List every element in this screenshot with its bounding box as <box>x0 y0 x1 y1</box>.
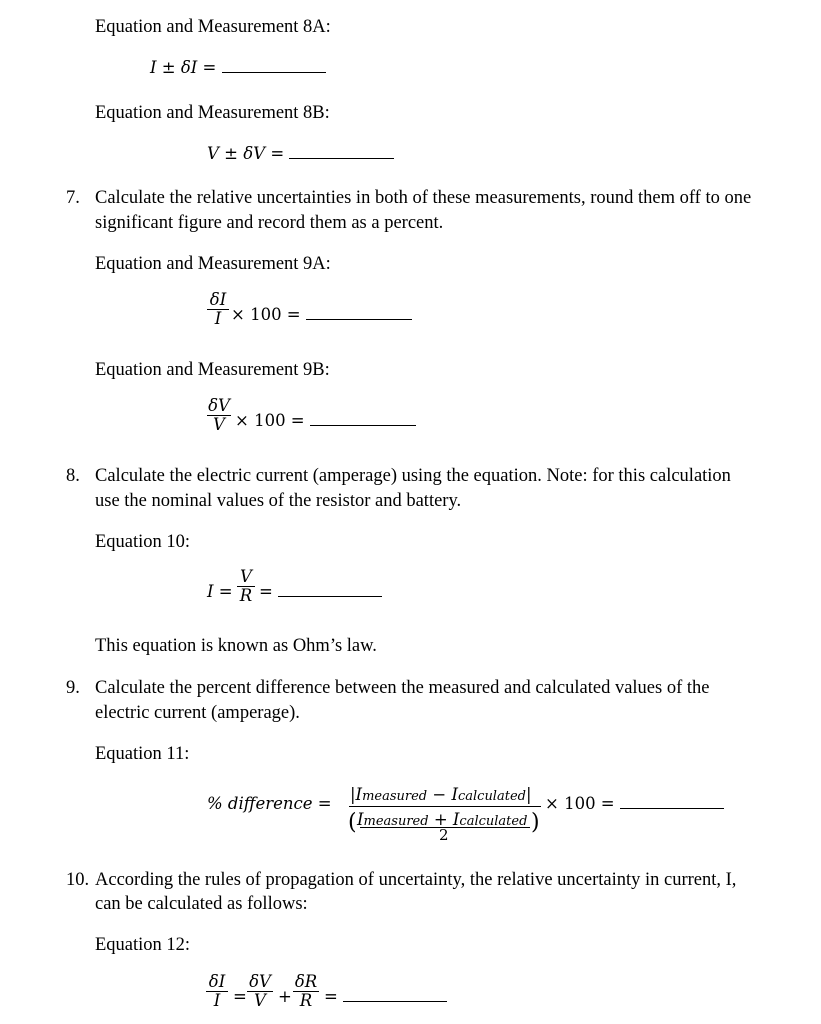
q9-number: 9. <box>66 678 80 698</box>
eq12-numerator-1: δI <box>208 972 226 991</box>
eq10-numerator: V <box>240 567 252 586</box>
eq11-rest <box>545 794 724 814</box>
eq9b-numerator: δV <box>208 396 230 415</box>
eq12-label: Equation 12: <box>95 935 191 955</box>
eq10-rest-text: = <box>259 582 273 601</box>
eq12-fraction-3 <box>293 973 319 1010</box>
eq10-answer-blank[interactable] <box>278 585 382 597</box>
q7-line2: significant figure and record them as a percent. <box>95 213 444 233</box>
eq8b-formula <box>207 144 394 164</box>
eq12-answer-blank[interactable] <box>343 990 447 1002</box>
eq8a-formula-text: I ± δI = <box>150 58 217 77</box>
eq12-equals-2: = <box>324 987 338 1006</box>
eq11-num-abs-open: |I <box>350 785 363 804</box>
eq9b-denominator: V <box>213 415 225 434</box>
eq9a-rest-text: × 100 = <box>231 305 301 324</box>
eq11-lhs: % difference = <box>207 794 332 813</box>
eq12-rest <box>324 987 447 1007</box>
eq12-fraction-2 <box>247 973 273 1010</box>
eq11-num-sub1: measured <box>362 789 428 804</box>
eq9b-fraction <box>207 397 231 434</box>
eq11-den-i1: I <box>357 810 364 829</box>
eq11-label: Equation 11: <box>95 744 190 764</box>
eq10-lhs: I = <box>207 582 233 601</box>
eq8b-label: Equation and Measurement 8B: <box>95 103 330 123</box>
eq9a-fraction <box>207 291 229 328</box>
eq8b-answer-blank[interactable] <box>289 147 394 159</box>
eq9b-rest-text: × 100 = <box>235 411 305 430</box>
eq11-den-sub1: measured <box>363 814 429 829</box>
eq11-den-plus: + I <box>428 810 460 829</box>
q10-number: 10. <box>66 870 90 890</box>
eq12-denominator-2: V <box>254 991 266 1010</box>
eq12-equals-1: = <box>233 987 247 1006</box>
q7-line1: Calculate the relative uncertainties in both of these measurements, round them off to one <box>95 188 752 208</box>
eq11-den-sub2: calculated <box>459 814 528 829</box>
eq8a-formula <box>150 58 326 78</box>
eq9a-answer-blank[interactable] <box>306 308 412 320</box>
eq12-numerator-2: δV <box>249 972 271 991</box>
eq11-answer-blank[interactable] <box>620 797 724 809</box>
eq12-denominator-3: R <box>299 991 313 1010</box>
eq12-numerator-3: δR <box>294 972 318 991</box>
eq10-label: Equation 10: <box>95 532 191 552</box>
eq9b-label: Equation and Measurement 9B: <box>95 360 330 380</box>
eq11-num-sub2: calculated <box>457 789 526 804</box>
eq11-num-mid: − I <box>427 785 458 804</box>
q8-line1: Calculate the electric current (amperage) using the equation. Note: for this calculation <box>95 466 731 486</box>
eq9b-rest <box>235 411 416 431</box>
eq9a-label: Equation and Measurement 9A: <box>95 254 331 274</box>
eq10-fraction <box>237 568 255 605</box>
eq10-rest <box>259 582 382 602</box>
eq12-denominator-1: I <box>213 991 221 1010</box>
eq9a-numerator: δI <box>209 290 227 309</box>
eq9a-rest <box>231 305 412 325</box>
q7-number: 7. <box>66 188 80 208</box>
eq9a-denominator: I <box>214 309 222 328</box>
eq8a-answer-blank[interactable] <box>222 61 326 73</box>
q9-line2: electric current (amperage). <box>95 703 300 723</box>
q10-line2: can be calculated as follows: <box>95 894 308 914</box>
eq11-paren-close: ) <box>531 810 540 835</box>
eq8a-label: Equation and Measurement 8A: <box>95 17 331 37</box>
eq11-den-two: 2 <box>439 826 449 844</box>
eq12-plus: + <box>278 987 292 1006</box>
eq9b-answer-blank[interactable] <box>310 414 416 426</box>
eq11-paren-open: ( <box>348 810 357 835</box>
q8-number: 8. <box>66 466 80 486</box>
eq11-rest-text: × 100 = <box>545 794 615 813</box>
q8-line2: use the nominal values of the resistor and battery. <box>95 491 462 511</box>
ohm-note: This equation is known as Ohm’s law. <box>95 636 377 656</box>
eq11-num-abs-close: | <box>525 785 532 804</box>
q10-line1: According the rules of propagation of uncertainty, the relative uncertainty in current, I, <box>95 870 737 890</box>
eq11-main-fraction-bar <box>349 806 541 807</box>
eq12-fraction-1 <box>206 973 228 1010</box>
eq8b-formula-text: V ± δV = <box>207 144 285 163</box>
q9-line1: Calculate the percent difference between the measured and calculated values of the <box>95 678 710 698</box>
eq10-denominator: R <box>239 586 253 605</box>
eq11-numerator <box>350 785 532 807</box>
